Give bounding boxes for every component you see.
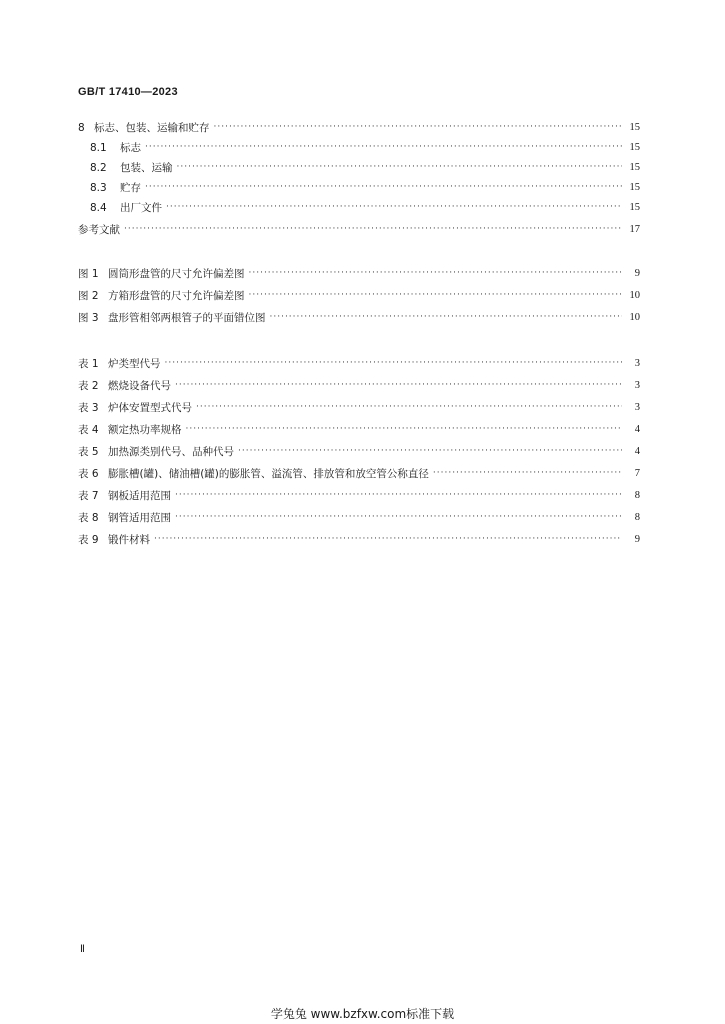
toc-entry-number: 8.4 bbox=[90, 201, 107, 214]
table-page: 8 bbox=[634, 489, 640, 501]
toc-entry-page: 15 bbox=[629, 181, 640, 193]
table-title: 钢板适用范围 bbox=[108, 489, 171, 502]
leader-dots bbox=[175, 510, 622, 524]
toc-entry-title: 标志、包装、运输和贮存 bbox=[94, 121, 210, 134]
toc-entry-page: 15 bbox=[629, 161, 640, 173]
figure-page: 10 bbox=[629, 289, 640, 301]
leader-dots bbox=[154, 532, 622, 546]
figure-number: 图 2 bbox=[78, 289, 99, 302]
page-number: Ⅱ bbox=[80, 944, 85, 955]
leader-dots bbox=[433, 466, 622, 480]
toc-entry-page: 15 bbox=[629, 141, 640, 153]
table-page: 3 bbox=[634, 379, 640, 391]
toc-entry-title: 出厂文件 bbox=[120, 201, 162, 214]
table-number: 表 2 bbox=[78, 379, 99, 392]
table-number: 表 4 bbox=[78, 423, 99, 436]
table-entry[interactable] bbox=[78, 421, 640, 437]
table-title: 钢管适用范围 bbox=[108, 511, 171, 524]
toc-entry-page: 15 bbox=[629, 121, 640, 133]
toc-entry-title: 参考文献 bbox=[78, 223, 120, 236]
table-number: 表 8 bbox=[78, 511, 99, 524]
document-id: GB/T 17410—2023 bbox=[78, 86, 178, 98]
leader-dots bbox=[186, 422, 623, 436]
toc-entry-title: 标志 bbox=[120, 141, 141, 154]
table-page: 9 bbox=[634, 533, 640, 545]
leader-dots bbox=[124, 222, 622, 236]
leader-dots bbox=[175, 378, 622, 392]
leader-dots bbox=[166, 200, 622, 214]
toc-entry-number: 8.3 bbox=[90, 181, 107, 194]
table-entry[interactable] bbox=[78, 531, 640, 547]
figure-title: 方箱形盘管的尺寸允许偏差图 bbox=[108, 289, 245, 302]
table-page: 8 bbox=[634, 511, 640, 523]
toc-entry[interactable] bbox=[78, 119, 640, 135]
toc-entry-number: 8.1 bbox=[90, 141, 107, 154]
figure-page: 9 bbox=[634, 267, 640, 279]
leader-dots bbox=[249, 288, 623, 302]
toc-entry-title: 包装、运输 bbox=[120, 161, 173, 174]
watermark-text: 学兔兔 www.bzfxw.com标准下载 bbox=[270, 1007, 455, 1021]
figure-entry[interactable] bbox=[78, 287, 640, 303]
figure-number: 图 1 bbox=[78, 267, 99, 280]
figure-page: 10 bbox=[629, 311, 640, 323]
toc-entry-number: 8 bbox=[78, 121, 85, 134]
table-entry[interactable] bbox=[78, 377, 640, 393]
toc-entry-page: 17 bbox=[629, 223, 640, 235]
leader-dots bbox=[177, 160, 623, 174]
leader-dots bbox=[214, 120, 623, 134]
table-title: 膨胀槽(罐)、储油槽(罐)的膨胀管、溢流管、排放管和放空管公称直径 bbox=[108, 467, 429, 480]
table-entry[interactable] bbox=[78, 399, 640, 415]
toc-entry[interactable] bbox=[78, 179, 640, 195]
table-title: 炉体安置型式代号 bbox=[108, 401, 192, 414]
leader-dots bbox=[145, 180, 622, 194]
table-title: 额定热功率规格 bbox=[108, 423, 182, 436]
leader-dots bbox=[145, 140, 622, 154]
leader-dots bbox=[196, 400, 622, 414]
figure-number: 图 3 bbox=[78, 311, 99, 324]
table-entry[interactable] bbox=[78, 443, 640, 459]
table-number: 表 9 bbox=[78, 533, 99, 546]
leader-dots bbox=[165, 356, 623, 370]
table-entry[interactable] bbox=[78, 487, 640, 503]
table-entry[interactable] bbox=[78, 465, 640, 481]
table-title: 锻件材料 bbox=[108, 533, 150, 546]
table-number: 表 7 bbox=[78, 489, 99, 502]
toc-entry[interactable] bbox=[78, 139, 640, 155]
table-page: 7 bbox=[634, 467, 640, 479]
table-title: 燃烧设备代号 bbox=[108, 379, 171, 392]
leader-dots bbox=[175, 488, 622, 502]
table-number: 表 6 bbox=[78, 467, 99, 480]
table-entry[interactable] bbox=[78, 509, 640, 525]
table-title: 炉类型代号 bbox=[108, 357, 161, 370]
table-page: 4 bbox=[634, 423, 640, 435]
figure-title: 盘形管相邻两根管子的平面错位图 bbox=[108, 311, 266, 324]
toc-entry[interactable] bbox=[78, 221, 640, 237]
toc-entry[interactable] bbox=[78, 159, 640, 175]
figure-title: 圆筒形盘管的尺寸允许偏差图 bbox=[108, 267, 245, 280]
leader-dots bbox=[270, 310, 623, 324]
leader-dots bbox=[249, 266, 623, 280]
table-number: 表 1 bbox=[78, 357, 99, 370]
table-page: 3 bbox=[634, 401, 640, 413]
leader-dots bbox=[238, 444, 622, 458]
table-page: 4 bbox=[634, 445, 640, 457]
figure-entry[interactable] bbox=[78, 265, 640, 281]
table-title: 加热源类别代号、品种代号 bbox=[108, 445, 234, 458]
table-entry[interactable] bbox=[78, 355, 640, 371]
table-number: 表 5 bbox=[78, 445, 99, 458]
toc-entry[interactable] bbox=[78, 199, 640, 215]
table-number: 表 3 bbox=[78, 401, 99, 414]
toc-entry-number: 8.2 bbox=[90, 161, 107, 174]
toc-entry-page: 15 bbox=[629, 201, 640, 213]
table-page: 3 bbox=[634, 357, 640, 369]
figure-entry[interactable] bbox=[78, 309, 640, 325]
toc-entry-title: 贮存 bbox=[120, 181, 141, 194]
